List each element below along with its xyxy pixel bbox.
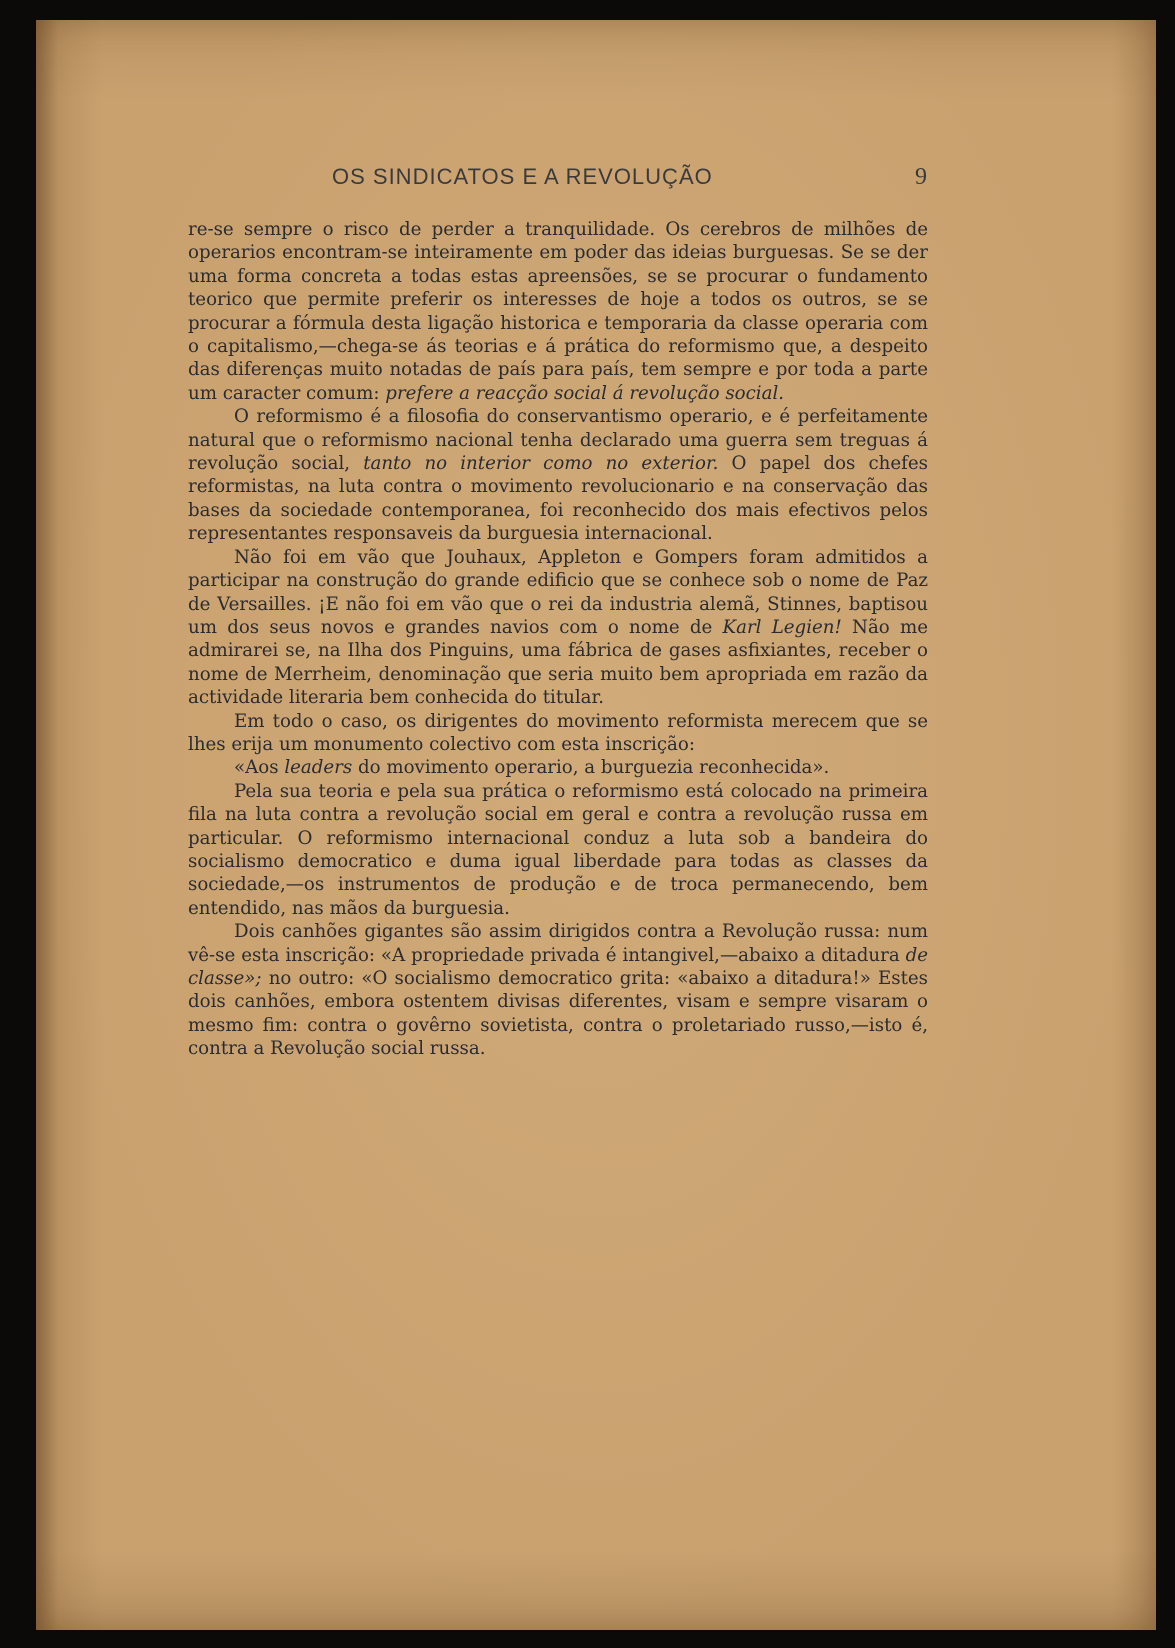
page-number: 9 [915, 164, 928, 190]
text-segment: Pela sua teoria e pela sua prática o reformismo está colocado na primeira fila na luta contra a revolução social em geral e contra a revolução russa em particular. O reformismo internacional conduz a luta sob a bandeira do socialismo democratico e duma igual liberdade para todas as classes da sociedade,—os instrumentos de produção e de troca permanecendo, bem entendido, nas mãos da burguesia. [188, 780, 928, 919]
paragraph [188, 756, 928, 779]
text-segment: Em todo o caso, os dirigentes do movimento reformista merecem que se lhes erija um monumento colectivo com esta inscrição: [188, 710, 928, 755]
paragraph [188, 780, 928, 920]
text-segment: do movimento operario, a burguezia reconhecida». [352, 757, 830, 779]
paragraph [188, 920, 928, 1060]
page-spine-shadow [36, 20, 58, 1630]
italic-text: de classe»; [188, 944, 928, 989]
text-segment: Não me admirarei se, na Ilha dos Pinguins, uma fábrica de gases asfixiantes, receber o nome de Merrheim, denominação que seria muito bem apropriada em razão da actividade literaria bem conhecida do titular. [188, 616, 928, 709]
text-segment: Não foi em vão que Jouhaux, Appleton e Gompers foram admitidos a participar na construção do grande edificio que se conhece sob o nome de Paz de Versailles. ¡E não foi em vão que o rei da industria alemã, Stinnes, baptisou um dos seus novos e grandes navios com o nome de [188, 546, 928, 638]
paragraph [188, 546, 928, 710]
paragraph [188, 710, 928, 757]
italic-text: Karl Legien! [722, 616, 842, 638]
paragraph [188, 218, 928, 405]
text-segment: «Aos [234, 757, 285, 779]
italic-text: leaders [284, 757, 353, 779]
italic-text: tanto no interior como no exterior. [363, 453, 719, 475]
paragraph [188, 405, 928, 545]
italic-text: prefere a reacção social á revolução social. [385, 382, 785, 404]
running-head [188, 164, 928, 191]
text-segment: O reformismo é a filosofia do conservantismo operario, e é perfeitamente natural que o reformismo nacional tenha declarado uma guerra sem treguas á revolução social, [188, 406, 928, 475]
text-segment: O papel dos chefes reformistas, na luta contra o movimento revolucionario e na conservação das bases da sociedade contemporanea, foi reconhecido dos mais efectivos pelos representantes responsaveis da burguesia internacional. [188, 453, 928, 545]
running-title: OS SINDICATOS E A REVOLUÇÃO [332, 164, 713, 189]
text-segment: Dois canhões gigantes são assim dirigidos contra a Revolução russa: num vê-se esta inscrição: «A propriedade privada é intangivel,—abaixo a ditadura [188, 921, 928, 966]
text-segment: no outro: «O socialismo democratico grita: «abaixo a ditadura!» Estes dois canhões, embora ostentem divisas diferentes, visam e sempre visaram o mesmo fim: contra o govêrno sovietista, contra o proletariado russo,—isto é, contra a Revolução social russa. [188, 968, 928, 1060]
text-segment: re-se sempre o risco de perder a tranquilidade. Os cerebros de milhões de operarios encontram-se inteiramente em poder das ideias burguesas. Se se der uma forma concreta a todas estas apreensões, se se procurar o fundamento teorico que permite preferir os interesses de hoje a todos os outros, se se procurar a fórmula desta ligação historica e temporaria da classe operaria com o capitalismo,—chega-se ás teorias e á prática do reformismo que, a despeito das diferenças muito notadas de país para país, tem sempre e por toda a parte um caracter comum: [188, 219, 928, 404]
body-text [188, 218, 928, 1061]
